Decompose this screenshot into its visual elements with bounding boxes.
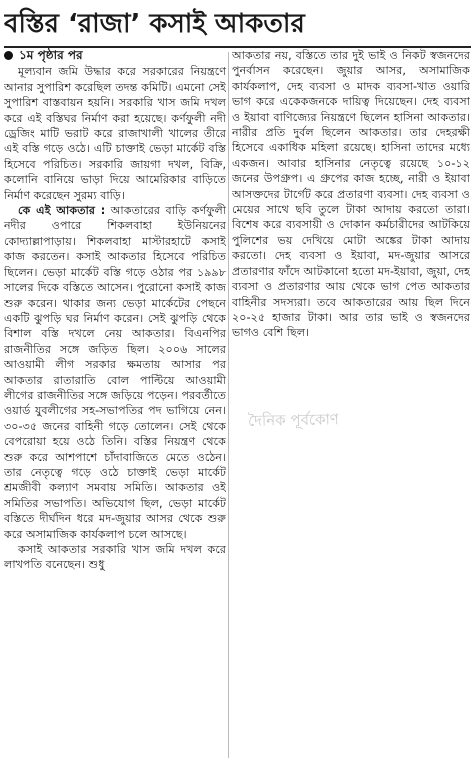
subhead-paragraph [4,203,226,542]
headline: বস্তির ‘রাজা’ কসাই আকতার [4,9,305,39]
continued-from-label [4,48,226,63]
subhead: কে এই আকতার : [18,204,106,218]
jump-text: ১ম পৃষ্ঠার পর [19,48,83,62]
continuation-paragraph: আকতার নয়, বস্তিতে তার দুই ভাই ও নিকট স্বজনদের পুনর্বাসন করেছেন। জুয়ার আসর, অসামাজিক কার্যকলাপ, দেহ ব্যবসা ও মাদক ব্যবসা-খাত ওয়ারি ভাগ করে একেকজনকে দায়িত্ব দিয়েছেন। দেহ ব্যবসা ও ইয়াবা বাণিজ্যের নিয়ন্ত্রণে ছিলেন হাসিনা আকতার। নারীর প্রতি দুর্বল ছিলেন আকতার। তার দেহরক্ষী হিসেবে একাধিক মহিলা রয়েছে। হাসিনা তাদের মধ্যে একজন। আবার হাসিনার নেতৃত্বে রয়েছে ১০-১২ জনের উপগ্রুপ। এ গ্রুপের কাজ হচ্ছে, নারী ও ইয়াবা আসক্তদের টার্গেট করে প্রতারণা ব্যবসা। দেহ ব্যবসা ও মেয়ের সাথে ছবি তুলে টাকা আদায় করতো তারা। বিশেষ করে ব্যবসায়ী ও দোকান কর্মচারীদের আটকিয়ে পুলিশের ভয় দেখিয়ে মোটা অঙ্কের টাকা আদায় করতো। দেহ ব্যবসা ও ইয়াবা, মদ-জুয়ার আসরে প্রতারণার ফাঁদে আটকানো হতো মদ-ইয়াবা, জুয়া, দেহ ব্যবসা ও প্রতারণার আয় থেকে ভাগ পেত আকতার বাহিনীর সদস্যরা। তবে আকতারের আয় ছিল দিনে ২০-২৫ হাজার টাকা। আর তার ভাই ও স্বজনদের ভাগও বেশি ছিল। [232,49,470,340]
right-column [232,48,470,408]
final-paragraph-left: কসাই আকতার সরকারি খাস জমি দখল করে লাখপতি বনেছেন। শুধু [4,543,226,572]
left-column [4,48,226,764]
subhead-body: আকতারের বাড়ি কর্ণফুলী নদীর ওপারে শিকলবাহা ইউনিয়নের কোদ্যাল্লাপাড়ায়। শিকলবাহা মাস্টারহাটে কসাই কাজ করতেন। কসাই আকতার হিসেবে পরিচিত ছিলেন। ভেড়া মার্কেট বস্তি গড়ে ওঠার পর ১৯৯৮ সালের দিকে বস্তিতে আসেন। পুরোনো কসাই কাজ শুরু করেন। থাকার জন্য ভেড়া মার্কেটের পেছনে একটি ঝুপড়ি ঘর নির্মাণ করেন। সেই ঝুপড়ি থেকে বিশাল বস্তি দখলে নেয় আকতার। বিএনপির রাজনীতির সঙ্গে জড়িত ছিল। ২০০৬ সালের আওয়ামী লীগ সরকার ক্ষমতায় আসার পর আকতার রাতারাতি বোল পাল্টিয়ে আওয়ামী লীগের রাজনীতির সঙ্গে জড়িয়ে পড়েন। পরবর্তীতে ওয়ার্ড যুবলীগের সহ-সভাপতির পদ ভাগিয়ে নেন। ৩০-৩৫ জনের বাহিনী গড়ে তোলেন। সেই থেকে বেপরোয়া হয়ে ওঠে তিনি। বস্তির নিয়ন্ত্রণ থেকে শুরু করে আশপাশে চাঁদাবাজিতে মেতে ওঠেন। তার নেতৃত্বে গড়ে ওঠে চাক্তাই ভেড়া মার্কেট শ্রমজীবী কল্যাণ সমবায় সমিতি। আকতার ওই সমিতির সভাপতি। অভিযোগ ছিল, ভেড়া মার্কেট বস্তিতে দীর্ঘদিন ধরে মদ-জুয়ার আসর থেকে শুরু করে অসামাজিক কার্যকলাপ চলে আসছে। [4,204,226,541]
bullet-icon [4,51,13,60]
watermark: দৈনিক পূর্বকোণ [247,410,340,430]
intro-paragraph: মূল্যবান জমি উদ্ধার করে সরকারের নিয়ন্ত্রণে আনার সুপারিশ করেছিল তদন্ত কমিটি। এমনো সেই সুপারিশ বাস্তবায়ন হয়নি। সরকারি খাস জমি দখল করে এই বস্তিঘর নির্মাণ করা হয়েছে। কর্ণফুলী নদী ড্রেজিং মাটি ভরাট করে রাজাখালী খালের তীরে এই বস্তি গড়ে ওঠে। এটি চাক্তাই ভেড়া মার্কেট বস্তি হিসেবে পরিচিত। সরকারি জায়গা দখল, বিক্রি, কলোনি বানিয়ে ভাড়া দিয়ে আমেরিকার বাড়িতে নির্মাণ করেছেন সুরম্য বাড়ি। [4,65,226,202]
column-divider [228,52,229,758]
